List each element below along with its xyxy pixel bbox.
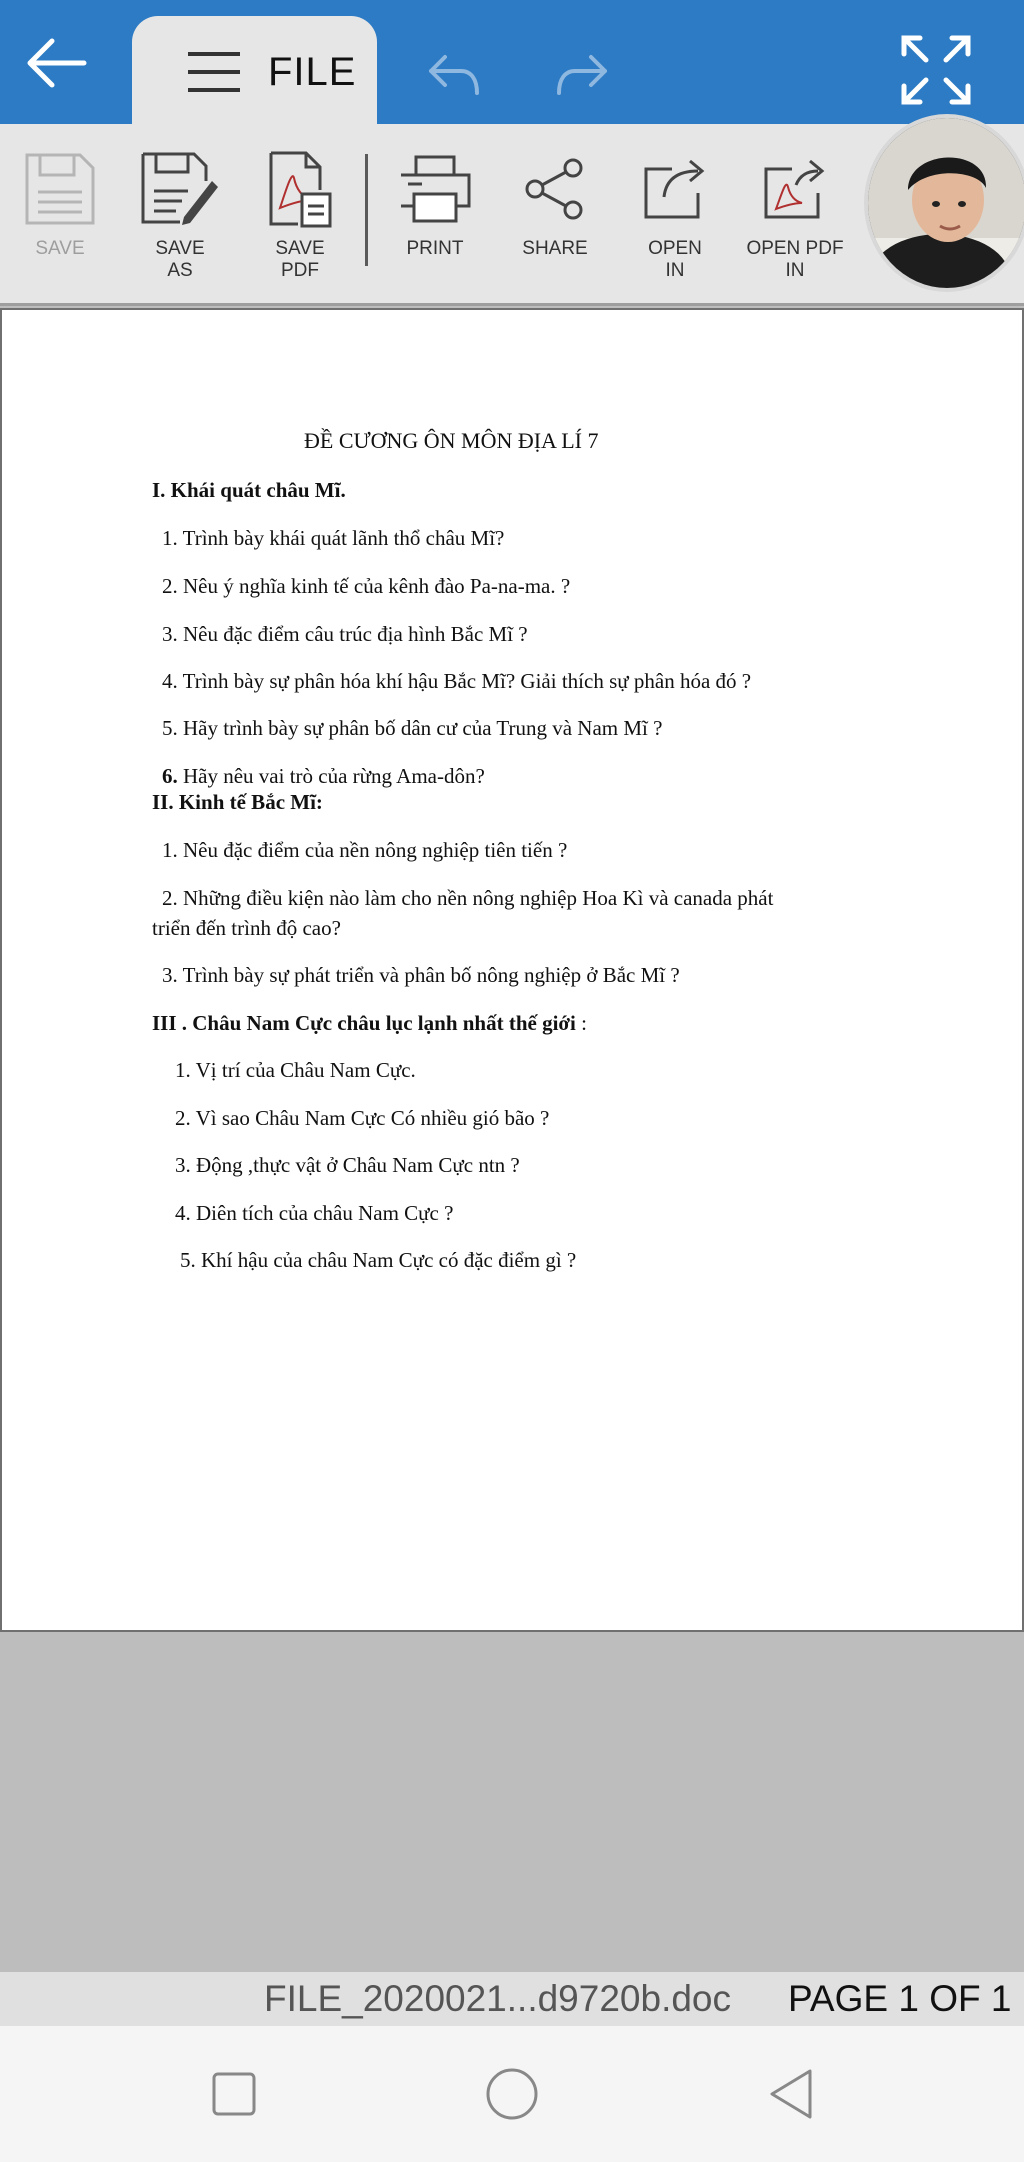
back-button[interactable] [18, 28, 94, 98]
print-button[interactable] [375, 142, 495, 260]
list-item: 4. Trình bày sự phân hóa khí hậu Bắc Mĩ? Giải thích sự phân hóa đó ? [162, 669, 752, 693]
list-item [162, 764, 485, 789]
redo-icon [555, 53, 609, 97]
hamburger-menu-icon[interactable] [188, 50, 240, 94]
toolbar-divider [365, 154, 368, 266]
list-item: 3. Nêu đặc điểm câu trúc địa hình Bắc Mĩ ? [162, 622, 528, 646]
undo-button[interactable] [418, 40, 490, 110]
fullscreen-icon [900, 34, 972, 106]
list-item: 1. Vị trí của Châu Nam Cực. [175, 1058, 416, 1082]
open-in-button[interactable] [615, 142, 735, 282]
document-status-bar [0, 1972, 1024, 2026]
save-label: SAVE [35, 238, 85, 259]
share-label: SHARE [522, 238, 588, 259]
undo-icon [427, 53, 481, 97]
save-button[interactable] [0, 142, 120, 260]
back-nav-button[interactable] [758, 2062, 822, 2126]
open-in-icon [642, 157, 708, 221]
share-icon [523, 157, 587, 221]
save-pdf-label: SAVE PDF [275, 238, 325, 281]
list-item: 3. Động ,thực vật ở Châu Nam Cực ntn ? [175, 1153, 520, 1177]
list-item: 5. Khí hậu của châu Nam Cực có đặc điểm gì ? [180, 1248, 577, 1272]
triangle-back-icon [766, 2067, 814, 2121]
square-icon [211, 2071, 257, 2117]
open-pdf-in-icon [762, 157, 828, 221]
list-item: 2. Những điều kiện nào làm cho nền nông nghiệp Hoa Kì và canada phát [162, 886, 774, 910]
document-title: ĐỀ CƯƠNG ÔN MÔN ĐỊA LÍ 7 [304, 428, 599, 453]
list-item: 2. Vì sao Châu Nam Cực Có nhiều gió bão ? [175, 1106, 550, 1130]
list-item-continuation: triển đến trình độ cao? [152, 916, 341, 940]
open-pdf-in-label: OPEN PDF IN [746, 238, 844, 281]
save-as-button[interactable] [120, 142, 240, 282]
redo-button[interactable] [546, 40, 618, 110]
list-item-number: 6. [162, 764, 178, 788]
save-as-icon [140, 151, 220, 227]
section-heading-3-text: III . Châu Nam Cực châu lục lạnh nhất thế giới [152, 1011, 576, 1035]
list-item: 1. Nêu đặc điểm của nền nông nghiệp tiên tiến ? [162, 838, 568, 862]
open-in-label: OPEN IN [648, 238, 702, 281]
back-arrow-icon [24, 37, 88, 89]
fullscreen-button[interactable] [890, 28, 982, 112]
save-icon [24, 152, 96, 226]
file-tab-label: FILE [268, 49, 357, 94]
print-label: PRINT [406, 238, 464, 259]
save-pdf-button[interactable] [240, 142, 360, 282]
app-header [0, 0, 1024, 124]
list-item: 2. Nêu ý nghĩa kinh tế của kênh đào Pa-na-ma. ? [162, 574, 571, 598]
user-avatar[interactable] [864, 114, 1024, 292]
list-item: 5. Hãy trình bày sự phân bố dân cư của Trung và Nam Mĩ ? [162, 716, 663, 740]
share-button[interactable] [495, 142, 615, 260]
save-pdf-icon [268, 150, 332, 228]
list-item: 3. Trình bày sự phát triển và phân bố nông nghiệp ở Bắc Mĩ ? [162, 963, 680, 987]
printer-icon [398, 154, 472, 224]
document-page[interactable] [0, 308, 1024, 1632]
list-item: 4. Diên tích của châu Nam Cực ? [175, 1201, 454, 1225]
section-heading-3 [152, 1011, 587, 1036]
section-heading-2: II. Kinh tế Bắc Mĩ: [152, 790, 323, 814]
system-navigation-bar [0, 2026, 1024, 2162]
file-tab[interactable] [132, 16, 377, 128]
section-heading-3-suffix: : [575, 1011, 587, 1035]
circle-icon [485, 2067, 539, 2121]
home-button[interactable] [480, 2062, 544, 2126]
section-heading-1: I. Khái quát châu Mĩ. [152, 478, 346, 502]
page-indicator: PAGE 1 OF 1 [788, 1978, 1012, 2019]
list-item: 1. Trình bày khái quát lãnh thổ châu Mĩ? [162, 526, 505, 550]
open-pdf-in-button[interactable] [735, 142, 855, 282]
recent-apps-button[interactable] [202, 2062, 266, 2126]
list-item-text: Hãy nêu vai trò của rừng Ama-dôn? [177, 764, 485, 788]
save-as-label: SAVE AS [155, 238, 205, 281]
file-name: FILE_2020021...d9720b.doc [264, 1978, 731, 2019]
